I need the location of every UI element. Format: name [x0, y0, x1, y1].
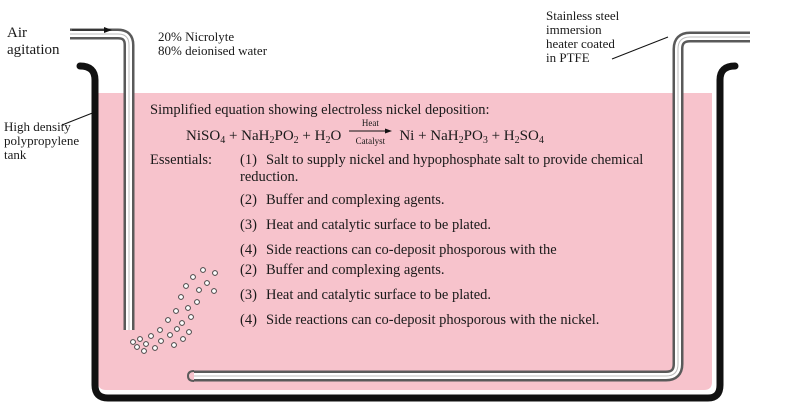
- tank-label: High density polypropylene tank: [4, 119, 80, 162]
- reactant-sodium-hypophosphite: $NaH_2PO_2$: [241, 128, 299, 146]
- equation-title: Simplified equation showing electroless nickel deposition:: [150, 102, 490, 118]
- air-agitation-label: Air agitation: [7, 25, 60, 58]
- essential-item: (2) Buffer and complexing agents.: [240, 192, 445, 208]
- chemical-equation: NiSO$_4$ + $NaH_2PO_2 + H_2O$ Heat Catalyst $Ni + NaH_2PO_3 + H_2SO_4$: [186, 118, 544, 146]
- reaction-arrow: Heat Catalyst: [347, 124, 393, 144]
- essential-item-repeat: (2) Buffer and complexing agents.: [240, 262, 445, 278]
- essential-item-repeat: (3) Heat and catalytic surface to be plated.: [240, 287, 492, 303]
- product-nickel: Ni: [399, 128, 415, 144]
- product-sulfuric-acid: $H_2SO_4$: [503, 128, 544, 146]
- essential-item: (4) Side reactions can co-deposit phosporous with the: [240, 242, 557, 258]
- heater-label: Stainless steel immersion heater coated in PTFE: [546, 8, 620, 65]
- heater-leader-line: [612, 37, 668, 59]
- solution-label: 20% Nicrolyte 80% deionised water: [158, 29, 268, 58]
- essential-item: (1) Salt to supply nickel and hypophosphate salt to provide chemical reduction.: [240, 152, 644, 185]
- reactant-water: $H_2O$: [314, 128, 342, 146]
- essentials-label: Essentials:: [150, 152, 213, 168]
- reactant-nickel-sulfate: NiSO$_4$: [186, 128, 226, 146]
- product-sodium-phosphite: $NaH_2PO_3$: [430, 128, 488, 146]
- essential-item: (3) Heat and catalytic surface to be plated.: [240, 217, 492, 233]
- essential-item-repeat: (4) Side reactions can co-deposit phosporous with the nickel.: [240, 312, 600, 328]
